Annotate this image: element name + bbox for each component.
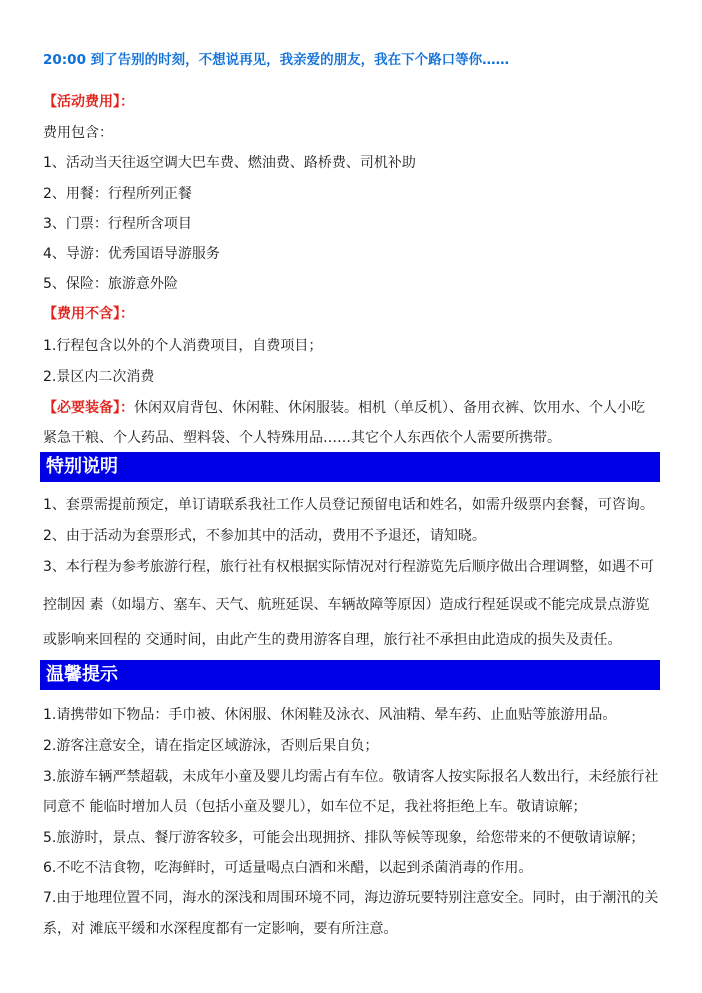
special-note-line: 1、套票需提前预定，单订请联系我社工作人员登记预留电话和姓名，如需升级票内套餐，可咨询。 — [43, 497, 654, 513]
tip-line: 3.旅游车辆严禁超载，未成年小童及婴儿均需占有车位。敬请客人按实际报名人数出行，未经旅行社 — [43, 769, 659, 785]
fees-heading: 【活动费用】： — [43, 94, 134, 110]
special-note-line: 或影响来回程的 交通时间，由此产生的费用游客自理，旅行社不承担由此造成的损失及责任。 — [43, 632, 622, 648]
fee-item: 2、用餐：行程所列正餐 — [43, 186, 192, 202]
tip-line: 6.不吃不洁食物，吃海鲜时，可适量喝点白酒和米醋，以起到杀菌消毒的作用。 — [43, 860, 533, 876]
special-note-line: 控制因 素（如塌方、塞车、天气、航班延误、车辆故障等原因）造成行程延误或不能完成景点游览 — [43, 597, 650, 613]
tip-line: 同意不 能临时增加人员（包括小童及婴儿），如车位不足，我社将拒绝上车。敬请谅解； — [43, 799, 587, 815]
tip-line: 2.游客注意安全，请在指定区域游泳，否则后果自负； — [43, 738, 379, 754]
tips-banner: 温馨提示 — [40, 660, 660, 690]
equipment-text: 休闲双肩背包、休闲鞋、休闲服装。相机（单反机）、备用衣裤、饮用水、个人小吃 — [134, 400, 645, 416]
excluded-item: 2.景区内二次消费 — [43, 369, 155, 385]
fee-item: 5、保险：旅游意外险 — [43, 276, 178, 292]
equipment-line — [43, 398, 663, 418]
tip-line: 系，对 滩底平缓和水深程度都有一定影响，要有所注意。 — [43, 921, 398, 937]
intro-text: 20:00 到了告别的时刻，不想说再见，我亲爱的朋友，我在下个路口等你…… — [43, 52, 510, 68]
special-note-line: 2、由于活动为套票形式，不参加其中的活动，费用不予退还，请知晓。 — [43, 528, 486, 544]
equipment-heading: 【必要装备】： — [43, 400, 134, 416]
fees-included-label: 费用包含： — [43, 125, 113, 141]
special-note-line: 3、本行程为参考旅游行程，旅行社有权根据实际情况对行程游览先后顺序做出合理调整，如遇不可 — [43, 559, 654, 575]
tip-line: 1.请携带如下物品：手巾被、休闲服、休闲鞋及泳衣、风油精、晕车药、止血贴等旅游用品。 — [43, 707, 617, 723]
fee-item: 1、活动当天往返空调大巴车费、燃油费、路桥费、司机补助 — [43, 155, 416, 171]
tip-line: 7.由于地理位置不同，海水的深浅和周围环境不同，海边游玩要特别注意安全。同时，由于潮汛的关 — [43, 890, 659, 906]
excluded-item: 1.行程包含以外的个人消费项目，自费项目； — [43, 338, 323, 354]
equipment-text-continued: 紧急干粮、个人药品、塑料袋、个人特殊用品……其它个人东西依个人需要所携带。 — [43, 430, 561, 446]
tip-line: 5.旅游时，景点、餐厅游客较多，可能会出现拥挤、排队等候等现象，给您带来的不便敬请谅解； — [43, 830, 645, 846]
fee-item: 3、门票：行程所含项目 — [43, 216, 192, 232]
fees-excluded-heading: 【费用不含】： — [43, 306, 134, 322]
special-notes-banner: 特别说明 — [40, 452, 660, 482]
fee-item: 4、导游：优秀国语导游服务 — [43, 246, 220, 262]
